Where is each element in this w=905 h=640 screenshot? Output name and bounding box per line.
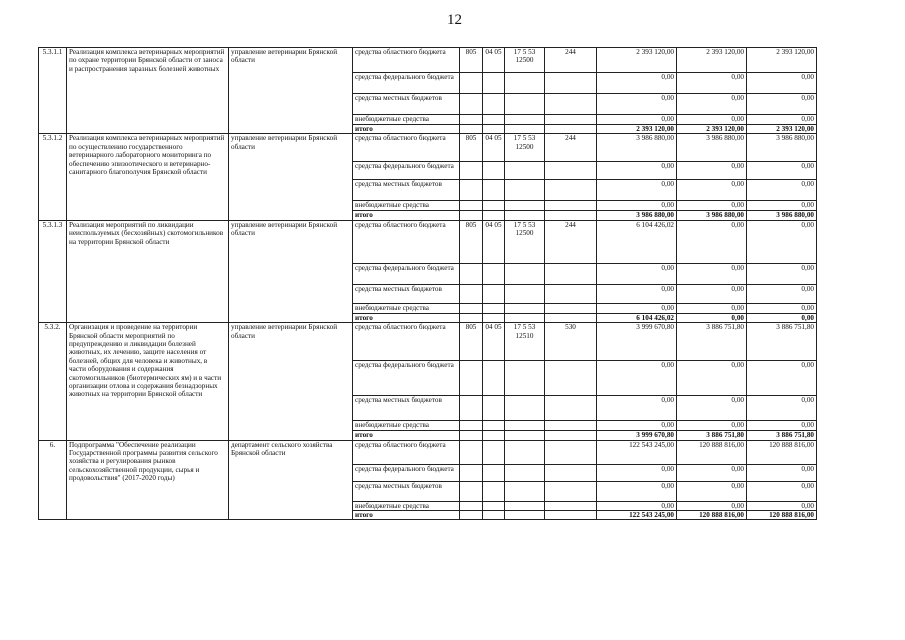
amount-year2-cell: 0,00: [677, 361, 747, 396]
expense-type-cell: [545, 284, 597, 303]
ministry-code-cell: [460, 125, 483, 134]
target-article-cell: 17 5 53 12500: [505, 220, 545, 263]
amount-year3-cell: 3 986 880,00: [747, 134, 817, 162]
table-row: [39, 220, 817, 263]
expense-type-cell: [545, 361, 597, 396]
ministry-code-cell: [460, 396, 483, 421]
target-article-cell: [505, 303, 545, 313]
budget-table: [38, 47, 817, 520]
amount-year2-cell: 120 888 816,00: [677, 440, 747, 464]
expense-type-cell: [545, 73, 597, 94]
amount-year2-cell: 2 393 120,00: [677, 125, 747, 134]
expense-type-cell: [545, 162, 597, 180]
ministry-code-cell: [460, 501, 483, 510]
amount-year3-cell: 0,00: [747, 115, 817, 125]
amount-year2-cell: 3 986 880,00: [677, 134, 747, 162]
amount-year1-cell: 0,00: [597, 201, 677, 211]
section-code-cell: [483, 303, 505, 313]
section-code-cell: [483, 440, 505, 464]
table-row: [39, 48, 817, 73]
target-article-cell: 17 5 53 12500: [505, 134, 545, 162]
funding-source-cell: итого: [353, 313, 460, 322]
section-code-cell: [483, 211, 505, 220]
target-article-cell: 17 5 53 12500: [505, 48, 545, 73]
amount-year1-cell: 3 986 880,00: [597, 211, 677, 220]
funding-source-cell: итого: [353, 125, 460, 134]
amount-year1-cell: 122 543 245,00: [597, 511, 677, 520]
item-name-cell: Реализация комплекса ветеринарных мероприятий по осуществлению государственного ветеринарного лабораторного мониторинга по обеспечению эпизоотического и ветеринарно-санитарного благополучия Брянской области: [67, 134, 229, 220]
amount-year1-cell: 3 999 670,80: [597, 323, 677, 361]
item-code-cell: 6.: [39, 440, 67, 520]
section-code-cell: [483, 284, 505, 303]
target-article-cell: [505, 263, 545, 284]
executor-cell: управление ветеринарии Брянской области: [229, 220, 353, 322]
target-article-cell: [505, 125, 545, 134]
funding-source-cell: средства областного бюджета: [353, 323, 460, 361]
table-row: [39, 323, 817, 361]
section-code-cell: [483, 94, 505, 115]
item-name-cell: Организация и проведение на территории Брянской области мероприятий по предупреждению и ликвидации болезней животных, их лечению, защите населения от болезней, общих для человека и животных, в части оборудования и содержания скотомогильников (биотермических ям) и в части организации отлова и содержания безнадзорных животных на территории Брянской области: [67, 323, 229, 440]
funding-source-cell: итого: [353, 211, 460, 220]
section-code-cell: 04 05: [483, 48, 505, 73]
amount-year3-cell: 0,00: [747, 162, 817, 180]
target-article-cell: [505, 162, 545, 180]
target-article-cell: [505, 284, 545, 303]
ministry-code-cell: [460, 421, 483, 430]
expense-type-cell: [545, 481, 597, 501]
amount-year1-cell: 0,00: [597, 263, 677, 284]
amount-year2-cell: 3 986 880,00: [677, 211, 747, 220]
funding-source-cell: внебюджетные средства: [353, 201, 460, 211]
target-article-cell: [505, 211, 545, 220]
amount-year3-cell: 0,00: [747, 73, 817, 94]
amount-year3-cell: 0,00: [747, 220, 817, 263]
amount-year2-cell: 0,00: [677, 303, 747, 313]
funding-source-cell: средства местных бюджетов: [353, 284, 460, 303]
target-article-cell: [505, 421, 545, 430]
funding-source-cell: внебюджетные средства: [353, 303, 460, 313]
amount-year2-cell: 0,00: [677, 263, 747, 284]
amount-year1-cell: 0,00: [597, 94, 677, 115]
target-article-cell: [505, 396, 545, 421]
item-code-cell: 5.3.1.3: [39, 220, 67, 322]
amount-year2-cell: 3 886 751,80: [677, 430, 747, 440]
section-code-cell: [483, 162, 505, 180]
ministry-code-cell: [460, 361, 483, 396]
funding-source-cell: средства областного бюджета: [353, 134, 460, 162]
amount-year3-cell: 0,00: [747, 464, 817, 481]
executor-cell: управление ветеринарии Брянской области: [229, 48, 353, 134]
expense-type-cell: [545, 125, 597, 134]
amount-year2-cell: 0,00: [677, 220, 747, 263]
target-article-cell: 17 5 53 12510: [505, 323, 545, 361]
amount-year1-cell: 0,00: [597, 162, 677, 180]
amount-year2-cell: 0,00: [677, 481, 747, 501]
section-code-cell: [483, 115, 505, 125]
funding-source-cell: средства федерального бюджета: [353, 73, 460, 94]
page-number: 12: [447, 12, 462, 28]
amount-year1-cell: 0,00: [597, 421, 677, 430]
amount-year3-cell: 0,00: [747, 180, 817, 201]
funding-source-cell: средства федерального бюджета: [353, 162, 460, 180]
amount-year3-cell: 0,00: [747, 421, 817, 430]
section-code-cell: [483, 421, 505, 430]
item-code-cell: 5.3.1.1: [39, 48, 67, 134]
ministry-code-cell: 805: [460, 220, 483, 263]
funding-source-cell: средства областного бюджета: [353, 220, 460, 263]
funding-source-cell: средства местных бюджетов: [353, 481, 460, 501]
item-code-cell: 5.3.1.2: [39, 134, 67, 220]
amount-year2-cell: 0,00: [677, 73, 747, 94]
expense-type-cell: 244: [545, 48, 597, 73]
target-article-cell: [505, 201, 545, 211]
funding-source-cell: итого: [353, 430, 460, 440]
amount-year1-cell: 0,00: [597, 303, 677, 313]
funding-source-cell: средства областного бюджета: [353, 440, 460, 464]
amount-year3-cell: 120 888 816,00: [747, 440, 817, 464]
amount-year3-cell: 0,00: [747, 284, 817, 303]
amount-year3-cell: 0,00: [747, 94, 817, 115]
section-code-cell: [483, 501, 505, 510]
ministry-code-cell: [460, 180, 483, 201]
amount-year2-cell: 0,00: [677, 201, 747, 211]
funding-source-cell: внебюджетные средства: [353, 421, 460, 430]
amount-year3-cell: 120 888 816,00: [747, 511, 817, 520]
amount-year2-cell: 2 393 120,00: [677, 48, 747, 73]
ministry-code-cell: [460, 303, 483, 313]
target-article-cell: [505, 180, 545, 201]
amount-year3-cell: 2 393 120,00: [747, 48, 817, 73]
section-code-cell: [483, 201, 505, 211]
amount-year3-cell: 0,00: [747, 263, 817, 284]
amount-year3-cell: 0,00: [747, 313, 817, 322]
funding-source-cell: средства местных бюджетов: [353, 94, 460, 115]
section-code-cell: [483, 73, 505, 94]
table-row: [39, 134, 817, 162]
amount-year2-cell: 120 888 816,00: [677, 511, 747, 520]
expense-type-cell: [545, 115, 597, 125]
amount-year1-cell: 0,00: [597, 501, 677, 510]
funding-source-cell: средства областного бюджета: [353, 48, 460, 73]
expense-type-cell: [545, 501, 597, 510]
amount-year1-cell: 0,00: [597, 481, 677, 501]
executor-cell: управление ветеринарии Брянской области: [229, 134, 353, 220]
item-name-cell: Подпрограмма "Обеспечение реализации Государственной программы развития сельского хозяйства и регулирования рынков сельскохозяйственной продукции, сырья и продовольствия" (2017-2020 годы): [67, 440, 229, 520]
funding-source-cell: средства местных бюджетов: [353, 396, 460, 421]
expense-type-cell: 530: [545, 323, 597, 361]
funding-source-cell: итого: [353, 511, 460, 520]
ministry-code-cell: [460, 73, 483, 94]
amount-year2-cell: 0,00: [677, 162, 747, 180]
ministry-code-cell: [460, 464, 483, 481]
section-code-cell: [483, 263, 505, 284]
ministry-code-cell: [460, 430, 483, 440]
amount-year1-cell: 2 393 120,00: [597, 48, 677, 73]
ministry-code-cell: [460, 313, 483, 322]
amount-year2-cell: 0,00: [677, 421, 747, 430]
section-code-cell: [483, 180, 505, 201]
expense-type-cell: [545, 464, 597, 481]
funding-source-cell: средства федерального бюджета: [353, 464, 460, 481]
section-code-cell: 04 05: [483, 323, 505, 361]
expense-type-cell: [545, 430, 597, 440]
funding-source-cell: средства федерального бюджета: [353, 361, 460, 396]
ministry-code-cell: [460, 94, 483, 115]
expense-type-cell: [545, 211, 597, 220]
amount-year1-cell: 122 543 245,00: [597, 440, 677, 464]
amount-year1-cell: 0,00: [597, 361, 677, 396]
amount-year2-cell: 0,00: [677, 313, 747, 322]
section-code-cell: [483, 464, 505, 481]
section-code-cell: [483, 481, 505, 501]
ministry-code-cell: [460, 440, 483, 464]
amount-year1-cell: 0,00: [597, 396, 677, 421]
ministry-code-cell: 805: [460, 48, 483, 73]
section-code-cell: [483, 313, 505, 322]
amount-year2-cell: 0,00: [677, 396, 747, 421]
section-code-cell: [483, 361, 505, 396]
target-article-cell: [505, 511, 545, 520]
target-article-cell: [505, 115, 545, 125]
section-code-cell: [483, 125, 505, 134]
ministry-code-cell: [460, 211, 483, 220]
target-article-cell: [505, 73, 545, 94]
executor-cell: управление ветеринарии Брянской области: [229, 323, 353, 440]
funding-source-cell: средства местных бюджетов: [353, 180, 460, 201]
expense-type-cell: [545, 396, 597, 421]
ministry-code-cell: [460, 481, 483, 501]
amount-year3-cell: 3 986 880,00: [747, 211, 817, 220]
amount-year1-cell: 0,00: [597, 464, 677, 481]
expense-type-cell: [545, 303, 597, 313]
expense-type-cell: [545, 313, 597, 322]
ministry-code-cell: [460, 162, 483, 180]
amount-year1-cell: 0,00: [597, 180, 677, 201]
expense-type-cell: [545, 263, 597, 284]
ministry-code-cell: 805: [460, 134, 483, 162]
amount-year1-cell: 0,00: [597, 284, 677, 303]
expense-type-cell: [545, 180, 597, 201]
amount-year2-cell: 0,00: [677, 115, 747, 125]
expense-type-cell: [545, 421, 597, 430]
target-article-cell: [505, 501, 545, 510]
section-code-cell: [483, 430, 505, 440]
amount-year1-cell: 6 104 426,02: [597, 220, 677, 263]
item-name-cell: Реализация комплекса ветеринарных мероприятий по охране территории Брянской области от заноса и распространения заразных болезней животных: [67, 48, 229, 134]
amount-year3-cell: 3 886 751,80: [747, 323, 817, 361]
funding-source-cell: внебюджетные средства: [353, 501, 460, 510]
amount-year3-cell: 0,00: [747, 303, 817, 313]
funding-source-cell: внебюджетные средства: [353, 115, 460, 125]
target-article-cell: [505, 430, 545, 440]
section-code-cell: 04 05: [483, 220, 505, 263]
target-article-cell: [505, 481, 545, 501]
amount-year3-cell: 0,00: [747, 201, 817, 211]
ministry-code-cell: [460, 263, 483, 284]
amount-year2-cell: 3 886 751,80: [677, 323, 747, 361]
ministry-code-cell: [460, 284, 483, 303]
funding-source-cell: средства федерального бюджета: [353, 263, 460, 284]
amount-year2-cell: 0,00: [677, 94, 747, 115]
target-article-cell: [505, 313, 545, 322]
amount-year1-cell: 0,00: [597, 73, 677, 94]
amount-year3-cell: 0,00: [747, 361, 817, 396]
expense-type-cell: 244: [545, 220, 597, 263]
amount-year1-cell: 0,00: [597, 115, 677, 125]
executor-cell: департамент сельского хозяйства Брянской области: [229, 440, 353, 520]
ministry-code-cell: [460, 115, 483, 125]
section-code-cell: 04 05: [483, 134, 505, 162]
expense-type-cell: [545, 511, 597, 520]
amount-year2-cell: 0,00: [677, 501, 747, 510]
amount-year3-cell: 0,00: [747, 396, 817, 421]
amount-year2-cell: 0,00: [677, 464, 747, 481]
amount-year1-cell: 3 986 880,00: [597, 134, 677, 162]
expense-type-cell: 244: [545, 134, 597, 162]
expense-type-cell: [545, 440, 597, 464]
item-code-cell: 5.3.2.: [39, 323, 67, 440]
amount-year2-cell: 0,00: [677, 180, 747, 201]
target-article-cell: [505, 464, 545, 481]
expense-type-cell: [545, 94, 597, 115]
item-name-cell: Реализация мероприятий по ликвидации неиспользуемых (бесхозяйных) скотомогильников на территории Брянской области: [67, 220, 229, 322]
amount-year2-cell: 0,00: [677, 284, 747, 303]
table-row: [39, 440, 817, 464]
ministry-code-cell: [460, 201, 483, 211]
section-code-cell: [483, 396, 505, 421]
ministry-code-cell: 805: [460, 323, 483, 361]
amount-year1-cell: 3 999 670,80: [597, 430, 677, 440]
amount-year3-cell: 0,00: [747, 481, 817, 501]
target-article-cell: [505, 94, 545, 115]
amount-year1-cell: 6 104 426,02: [597, 313, 677, 322]
ministry-code-cell: [460, 511, 483, 520]
section-code-cell: [483, 511, 505, 520]
amount-year1-cell: 2 393 120,00: [597, 125, 677, 134]
amount-year3-cell: 0,00: [747, 501, 817, 510]
target-article-cell: [505, 440, 545, 464]
amount-year3-cell: 2 393 120,00: [747, 125, 817, 134]
amount-year3-cell: 3 886 751,80: [747, 430, 817, 440]
target-article-cell: [505, 361, 545, 396]
expense-type-cell: [545, 201, 597, 211]
